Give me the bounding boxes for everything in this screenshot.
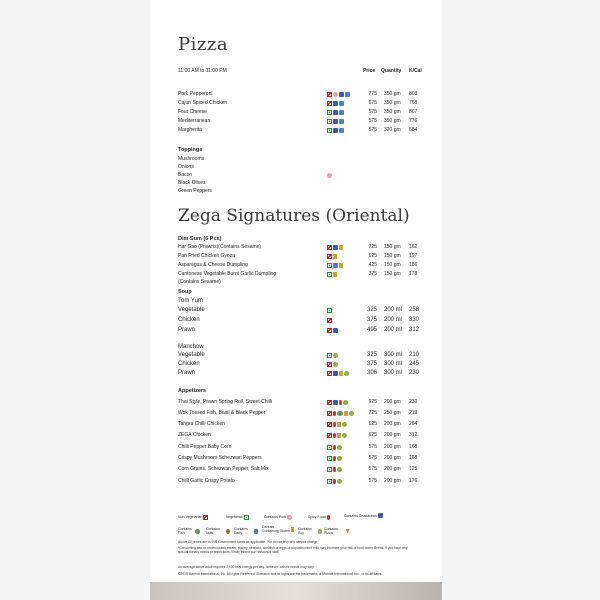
item-kcal: 312 — [409, 327, 420, 333]
item-price: 625 — [368, 253, 377, 259]
soy-icon — [342, 433, 347, 438]
fish-icon — [337, 411, 343, 416]
legend-label: Vegetarian — [226, 515, 243, 519]
crustacean-icon — [333, 245, 338, 250]
crustacean-icon — [333, 400, 338, 405]
soy-icon — [337, 445, 342, 450]
item-kcal: 162 — [409, 244, 418, 250]
item-quantity: 200 ml — [384, 307, 403, 313]
legend-label: Contains Soy — [298, 527, 312, 535]
menu-item — [178, 108, 423, 117]
topping-item: Black Olives — [178, 180, 206, 186]
spicy-icon — [333, 433, 336, 438]
item-name: Margherita — [178, 127, 202, 133]
menu-page — [150, 0, 442, 600]
legend-label: Cereals Containing Gluten — [262, 525, 291, 533]
menu-item — [178, 117, 423, 126]
item-kcal: 176 — [409, 478, 418, 484]
item-name: Vegetable — [178, 307, 205, 313]
item-quantity: 350 gm — [384, 118, 401, 124]
veg-icon — [327, 445, 332, 450]
soy-icon — [344, 371, 349, 376]
menu-item — [178, 360, 423, 369]
legend-label: Contains Nuts — [206, 527, 220, 535]
item-quantity: 250 gm — [384, 410, 401, 416]
item-kcal: 768 — [409, 100, 418, 106]
item-kcal: 219 — [409, 410, 418, 416]
item-kcal: 210 — [409, 352, 420, 358]
menu-item — [178, 351, 423, 360]
item-name: Vegetable — [178, 352, 205, 358]
dimsum-title: Dim Sum (6 Pcs) — [178, 236, 222, 242]
item-price: 325 — [366, 307, 377, 313]
nonveg-icon — [327, 422, 332, 427]
item-kcal: 186 — [409, 262, 418, 268]
item-quantity: 300 ml — [384, 352, 403, 358]
item-kcal: 245 — [409, 361, 420, 367]
menu-item — [178, 126, 423, 135]
item-name: Chilli Garlic Crispy Potato — [178, 478, 235, 484]
veg-icon — [327, 110, 332, 115]
crustacean-icon — [378, 513, 383, 518]
item-quantity: 300 ml — [384, 361, 403, 367]
nonveg-icon — [327, 362, 332, 367]
menu-item — [178, 243, 423, 252]
legend-label: Contains Crustacean — [344, 513, 377, 518]
soy-icon — [337, 467, 342, 472]
pork-icon — [333, 92, 338, 97]
item-kcal: 330 — [409, 317, 420, 323]
crustacean-icon — [339, 92, 344, 97]
veg-icon — [327, 119, 332, 124]
spicy-icon — [333, 456, 336, 461]
veg-icon — [327, 467, 332, 472]
item-name: ZEGA Chicken — [178, 432, 211, 438]
item-quantity: 200 gm — [384, 421, 401, 427]
item-price: 775 — [368, 91, 377, 97]
item-kcal: 125 — [409, 466, 418, 472]
dairy-icon — [333, 263, 338, 268]
item-price: 625 — [368, 421, 377, 427]
nonveg-icon — [327, 101, 332, 106]
bottom-band — [150, 582, 442, 600]
menu-item — [178, 270, 423, 279]
topping-item: Onions — [178, 164, 194, 170]
legend-label: Contains Pizza — [324, 527, 338, 535]
legend-label: Contains Fish — [178, 527, 192, 535]
item-price: 495 — [366, 327, 377, 333]
soup-group-tom-yum: Tom Yum — [178, 298, 203, 304]
veg-icon — [327, 272, 332, 277]
gluten-icon — [339, 245, 343, 250]
dairy-icon — [345, 92, 350, 97]
item-price: 575 — [368, 127, 377, 133]
item-name: Thai Style, Prawn Spring Roll, Sweet Chilli — [178, 399, 272, 405]
menu-item — [178, 420, 423, 429]
nonveg-icon — [327, 411, 332, 416]
item-name: Har Gao (Prawns)(Contains Sesame) — [178, 244, 262, 250]
spicy-icon — [327, 515, 330, 520]
gluten-icon — [333, 254, 337, 259]
item-price: 306 — [366, 370, 377, 376]
veg-icon — [244, 515, 249, 520]
menu-item — [178, 443, 423, 452]
soy-icon — [337, 479, 342, 484]
item-kcal: 258 — [409, 307, 420, 313]
copyright-note: ©2019 Marriott International, Inc. All rights Reserved. Sheraton and its logos are the trademarks of Marriott International, Inc., or its affiliates. — [178, 572, 383, 576]
nonveg-icon — [327, 328, 332, 333]
item-name: Chilli Pepper Baby Corn — [178, 444, 232, 450]
item-price: 375 — [368, 271, 377, 277]
pork-icon — [287, 515, 292, 520]
item-price: 675 — [368, 100, 377, 106]
item-name: Tangra Chilli Chicken — [178, 421, 225, 427]
item-kcal: 168 — [409, 455, 418, 461]
kcal-header: K/Cal — [409, 68, 422, 74]
nonveg-icon — [327, 254, 332, 259]
nonveg-icon — [327, 318, 332, 323]
item-kcal: 684 — [409, 127, 418, 133]
crustacean-icon — [333, 328, 338, 333]
gluten-icon — [337, 422, 341, 427]
nonveg-icon — [203, 515, 208, 520]
spicy-icon — [333, 411, 336, 416]
service-hours: 11:00 AM to 11:00 PM — [178, 68, 227, 74]
menu-item — [178, 398, 423, 407]
item-quantity: 350 gm — [384, 100, 401, 106]
item-price: 575 — [368, 455, 377, 461]
veg-icon — [327, 308, 332, 313]
item-kcal: 312 — [409, 432, 418, 438]
item-kcal: 867 — [409, 109, 418, 115]
spicy-icon — [339, 400, 342, 405]
item-quantity: 150 gm — [384, 244, 401, 250]
item-price: 725 — [368, 410, 377, 416]
item-name: Cajun Spiced Chicken — [178, 100, 228, 106]
topping-item: Bacon — [178, 172, 193, 178]
item-quantity: 200 gm — [384, 478, 401, 484]
menu-item — [178, 252, 423, 261]
menu-item — [178, 326, 423, 335]
item-name: Wok Tossed Fish, Basil & Black Pepper — [178, 410, 266, 416]
item-quantity: 150 gm — [384, 262, 401, 268]
menu-item — [178, 477, 423, 486]
toppings-title: Toppings — [178, 147, 203, 153]
item-kcal: 168 — [409, 444, 418, 450]
topping-item: Mushrooms — [178, 156, 205, 162]
gluten-icon — [339, 371, 343, 376]
menu-item — [178, 465, 423, 474]
nonveg-icon — [327, 400, 332, 405]
menu-item — [178, 454, 423, 463]
health-advisory: *Consuming raw or undercooked meats, poultry, seafood, shellfish or eggs or unpasteurized milk may increase your risk of food borne illness. If you have any special dietary needs or restrictions, kindly inform our restaurant staff. — [178, 546, 408, 555]
dairy-icon — [254, 529, 258, 534]
menu-item — [178, 431, 423, 440]
menu-item — [178, 369, 423, 378]
item-name-cont: (Contains Sesame) — [178, 279, 221, 285]
pork-icon — [327, 173, 332, 178]
item-quantity: 320 gm — [384, 127, 401, 133]
veg-icon — [327, 479, 332, 484]
item-price: 575 — [368, 444, 377, 450]
item-quantity: 200 gm — [384, 466, 401, 472]
item-kcal: 230 — [409, 399, 418, 405]
soup-group-manchow: Manchow — [178, 344, 204, 350]
item-price: 725 — [368, 244, 377, 250]
dairy-icon — [339, 110, 344, 115]
soy-icon — [342, 422, 347, 427]
item-quantity: 150 gm — [384, 253, 401, 259]
crustacean-icon — [333, 119, 338, 124]
soy-icon — [349, 411, 354, 416]
crustacean-icon — [333, 371, 338, 376]
veg-icon — [327, 456, 332, 461]
legend-label: Contains Pork — [264, 515, 286, 519]
soy-icon — [318, 529, 322, 534]
fish-icon — [195, 529, 200, 534]
item-quantity: 200 gm — [384, 432, 401, 438]
item-quantity: 350 gm — [384, 109, 401, 115]
item-name: Chicken — [178, 361, 200, 367]
calorie-note: An average active adult requires 2,000 kcal energy per day, however, calorie needs may vary. — [178, 565, 315, 569]
menu-item — [178, 306, 423, 315]
item-name: Four Cheese — [178, 109, 207, 115]
item-price: 575 — [368, 109, 377, 115]
item-price: 325 — [366, 352, 377, 358]
soy-icon — [333, 353, 338, 358]
item-kcal: 264 — [409, 421, 418, 427]
spicy-icon — [333, 422, 336, 427]
item-price: 375 — [366, 361, 377, 367]
item-name: Asparagus & Cheese Dumpling — [178, 262, 248, 268]
nonveg-icon — [327, 245, 332, 250]
soy-icon — [333, 362, 338, 367]
item-price: 425 — [368, 262, 377, 268]
gluten-icon — [339, 263, 343, 268]
item-quantity: 200 gm — [384, 444, 401, 450]
legend-label: Spicy Food — [308, 515, 326, 519]
item-price: 375 — [366, 317, 377, 323]
spicy-icon — [333, 467, 336, 472]
item-name: Cantonese Vegetable Burnt Garlic Dumpling — [178, 271, 277, 277]
item-price: 925 — [368, 399, 377, 405]
item-quantity: 350 gm — [384, 91, 401, 97]
item-name: Prawn — [178, 370, 196, 376]
item-price: 575 — [368, 478, 377, 484]
item-name: Chicken — [178, 317, 200, 323]
menu-item — [178, 90, 423, 99]
soy-icon — [343, 400, 348, 405]
pizza-title: Pizza — [178, 34, 229, 55]
veg-icon — [327, 353, 332, 358]
zega-title: Zega Signatures (Oriental) — [178, 206, 410, 226]
soup-title: Soup — [178, 289, 192, 295]
nuts-icon — [226, 529, 230, 534]
crustacean-icon — [333, 128, 338, 133]
spicy-icon — [333, 445, 336, 450]
item-quantity: 300 ml — [384, 370, 403, 376]
legend-label: Contains Dairy — [234, 527, 248, 535]
tax-note: Above All prices are in INR Government taxes as applicable. We do not levy any service charge. — [178, 540, 319, 544]
nonveg-icon — [327, 371, 332, 376]
legend-label: Non-Vegetarian — [178, 515, 203, 519]
pizza-icon — [346, 529, 350, 534]
crustacean-icon — [333, 101, 338, 106]
menu-item — [178, 99, 423, 108]
item-price: 625 — [368, 432, 377, 438]
appetizers-title: Appetizers — [178, 388, 207, 394]
item-quantity: 200 ml — [384, 317, 403, 323]
dairy-icon — [339, 101, 344, 106]
price-header: Price — [363, 68, 376, 74]
gluten-icon — [344, 411, 348, 416]
nonveg-icon — [327, 92, 332, 97]
item-quantity: 200 gm — [384, 455, 401, 461]
item-name: Pan Fried Chicken Gyoza — [178, 253, 235, 259]
item-quantity: 150 gm — [384, 271, 401, 277]
crustacean-icon — [333, 110, 338, 115]
nonveg-icon — [327, 433, 332, 438]
item-name: Corn Grains, Schezwan Pepper, Salt Mix — [178, 466, 269, 472]
dairy-icon — [339, 128, 344, 133]
spicy-icon — [333, 479, 336, 484]
soy-icon — [337, 456, 342, 461]
item-name: Prawn — [178, 327, 196, 333]
veg-icon — [327, 128, 332, 133]
topping-item: Green Peppers — [178, 188, 212, 194]
dairy-icon — [339, 119, 344, 124]
item-name: Crispy Mushroom Schezwan Peppers — [178, 455, 262, 461]
item-price: 575 — [368, 466, 377, 472]
item-kcal: 803 — [409, 91, 418, 97]
item-price: 575 — [368, 118, 377, 124]
item-kcal: 197 — [409, 253, 418, 259]
menu-item — [178, 261, 423, 270]
quantity-header: Quantity — [381, 68, 402, 74]
menu-item — [178, 409, 423, 418]
item-quantity: 200 ml — [384, 327, 403, 333]
gluten-icon — [337, 433, 341, 438]
item-name: Pork Pepperoni — [178, 91, 213, 97]
veg-icon — [327, 263, 332, 268]
item-kcal: 178 — [409, 271, 418, 277]
item-name: Mediterranean — [178, 118, 211, 124]
item-quantity: 200 gm — [384, 399, 401, 405]
item-kcal: 776 — [409, 118, 418, 124]
item-kcal: 230 — [409, 370, 420, 376]
gluten-icon — [333, 272, 337, 277]
gluten-icon — [291, 527, 294, 532]
menu-item — [178, 316, 423, 325]
